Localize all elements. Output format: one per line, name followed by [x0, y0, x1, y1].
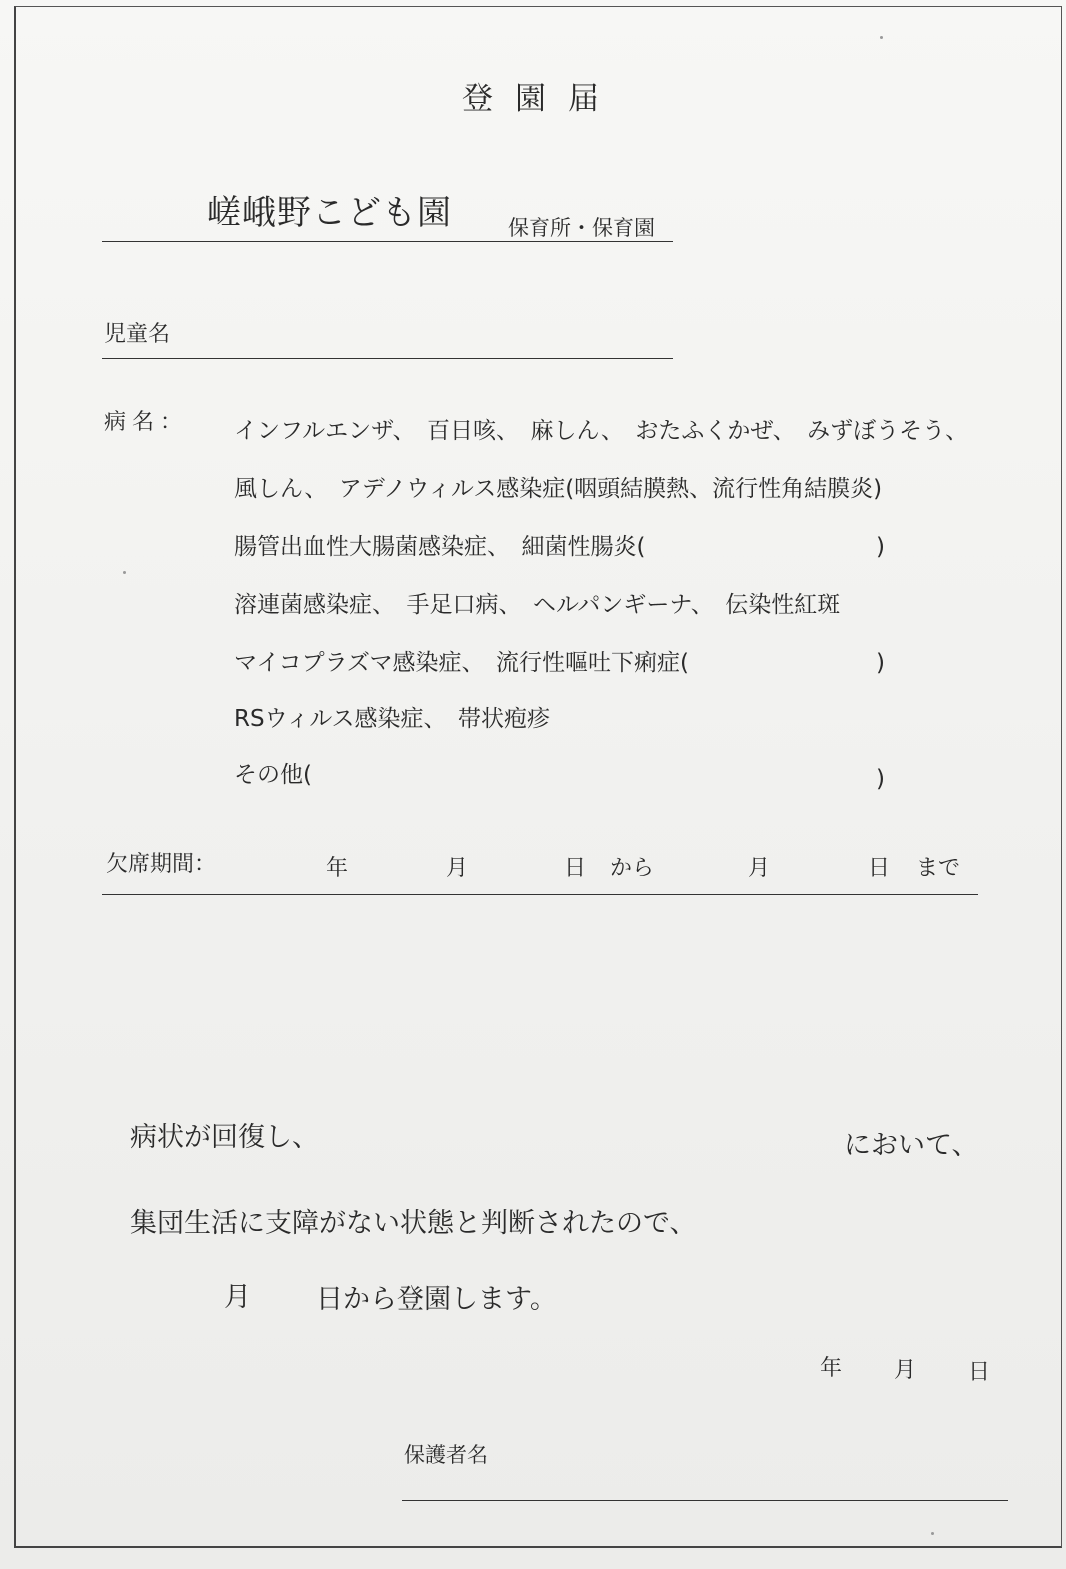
child-name-line [102, 358, 673, 359]
date-day: 日 [968, 1360, 991, 1385]
disease-label: 病名： [104, 410, 189, 435]
disease-line-2: 風しん、 アデノウィルス感染症(咽頭結膜熱、流行性角結膜炎) [234, 476, 883, 502]
guardian-signature-line [402, 1500, 1008, 1501]
absence-year: 年 [326, 856, 349, 881]
child-name-label: 児童名 [104, 322, 171, 347]
paren-close-2: ) [876, 650, 885, 676]
statement-line2: 集団生活に支障がない状態と判断されたので、 [130, 1208, 697, 1239]
date-year: 年 [820, 1356, 843, 1381]
absence-until: まで [916, 856, 961, 881]
scan-speck [880, 36, 883, 39]
scan-speck [931, 1532, 934, 1535]
disease-line-4: 溶連菌感染症、 手足口病、 ヘルパンギーナ、 伝染性紅斑 [234, 592, 841, 618]
absence-day-to: 日 [868, 856, 891, 881]
absence-day-from: 日 [564, 856, 587, 881]
disease-line-6: RSウィルス感染症、 帯状疱疹 [234, 706, 551, 732]
absence-underline [102, 894, 978, 895]
statement-month: 月 [224, 1282, 251, 1313]
paren-close-1: ) [876, 534, 885, 560]
absence-from: から [610, 856, 655, 881]
absence-label: 欠席期間： [106, 852, 217, 877]
statement-line1-end: において、 [844, 1130, 979, 1161]
school-name: 嵯峨野こども園 [207, 193, 452, 233]
school-underline [102, 241, 673, 242]
form-title: 登園届 [462, 81, 621, 117]
disease-line-5: マイコプラズマ感染症、 流行性嘔吐下痢症( [234, 650, 689, 676]
statement-line3: 日から登園します。 [316, 1284, 557, 1315]
statement-line1-start: 病状が回復し、 [130, 1122, 319, 1153]
disease-line-other: その他( [234, 762, 312, 788]
disease-line-1: インフルエンザ、 百日咳、 麻しん、 おたふくかぜ、 みずぼうそう、 [234, 418, 969, 444]
scan-speck [123, 571, 126, 574]
disease-line-3: 腸管出血性大腸菌感染症、 細菌性腸炎( [234, 534, 646, 560]
school-type: 保育所・保育園 [508, 216, 655, 240]
guardian-name-label: 保護者名 [404, 1443, 488, 1467]
absence-month-from: 月 [446, 856, 469, 881]
absence-month-to: 月 [748, 856, 771, 881]
paren-close-3: ) [876, 766, 885, 792]
date-month: 月 [894, 1358, 917, 1383]
